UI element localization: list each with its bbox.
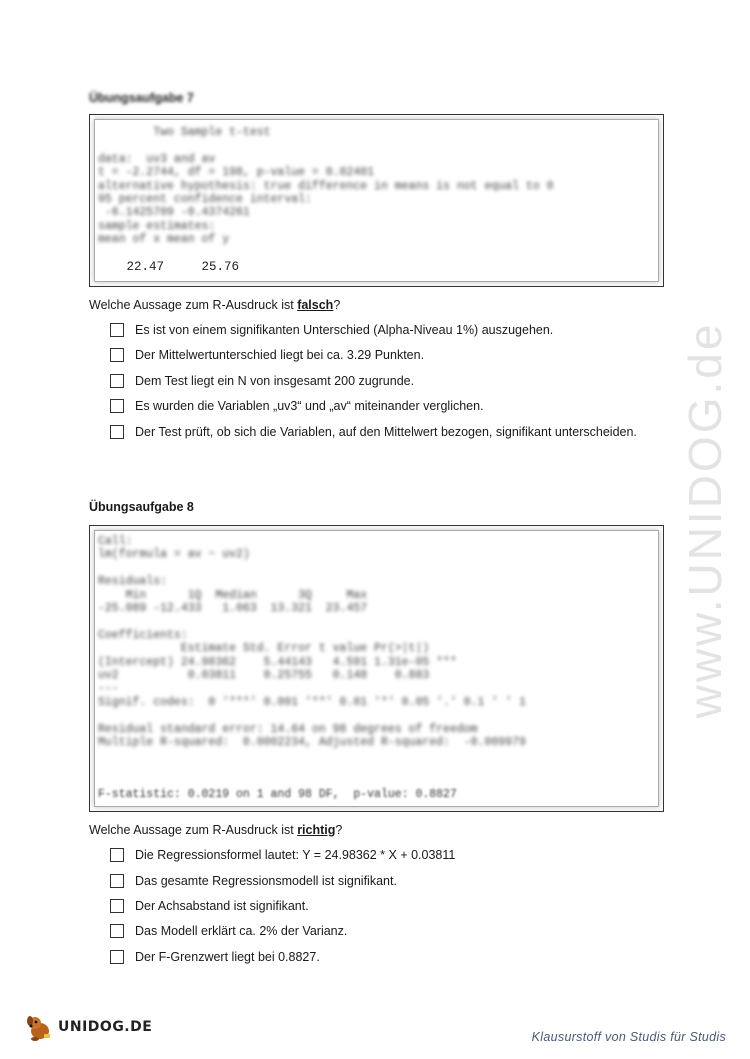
checkbox[interactable]	[110, 848, 124, 862]
exercise-8-title: Übungsaufgabe 8	[89, 500, 194, 514]
option-7-1[interactable]	[110, 323, 553, 337]
option-8-2[interactable]	[110, 874, 397, 888]
option-label: Der Mittelwertunterschied liegt bei ca. 3.29 Punkten.	[135, 348, 425, 362]
checkbox[interactable]	[110, 899, 124, 913]
question-7-prefix: Welche Aussage zum R-Ausdruck ist	[89, 298, 298, 312]
option-7-2[interactable]	[110, 348, 424, 362]
option-8-5[interactable]	[110, 950, 320, 964]
question-8-keyword: richtig	[297, 823, 336, 837]
footer-tagline: Klausurstoff von Studis für Studis	[531, 1030, 726, 1044]
checkbox[interactable]	[110, 924, 124, 938]
option-label: Die Regressionsformel lautet: Y = 24.98362 * X + 0.03811	[135, 848, 456, 862]
question-7-suffix: ?	[333, 298, 341, 312]
option-label: Es ist von einem signifikanten Unterschied (Alpha-Niveau 1%) auszugehen.	[135, 323, 554, 337]
r-output-fstat: F-statistic: 0.0219 on 1 and 98 DF, p-value: 0.8827	[98, 788, 457, 801]
r-output-means: 22.47 25.76	[104, 260, 240, 274]
watermark: www.UNIDOG.de	[679, 321, 731, 719]
option-8-1[interactable]	[110, 848, 455, 862]
question-7-keyword: falsch	[297, 298, 334, 312]
exercise-7-title: Übungsaufgabe 7	[89, 91, 194, 105]
logo-text: UNIDOG.DE	[58, 1019, 153, 1035]
dog-icon	[24, 1012, 54, 1042]
r-output-box-8	[89, 525, 664, 812]
option-7-4[interactable]	[110, 399, 484, 413]
question-8	[89, 823, 342, 837]
option-label: Der F-Grenzwert liegt bei 0.8827.	[135, 950, 320, 964]
option-8-4[interactable]	[110, 924, 347, 938]
option-label: Dem Test liegt ein N von insgesamt 200 zugrunde.	[135, 374, 415, 388]
checkbox[interactable]	[110, 425, 124, 439]
checkbox[interactable]	[110, 348, 124, 362]
option-7-5[interactable]	[110, 425, 637, 439]
checkbox[interactable]	[110, 399, 124, 413]
option-label: Das gesamte Regressionsmodell ist signifikant.	[135, 874, 397, 888]
option-8-3[interactable]	[110, 899, 309, 913]
question-8-suffix: ?	[335, 823, 343, 837]
option-label: Der Test prüft, ob sich die Variablen, auf den Mittelwert bezogen, signifikant unterscheiden.	[135, 425, 637, 439]
r-output-box-7	[89, 114, 664, 287]
checkbox[interactable]	[110, 323, 124, 337]
unidog-logo[interactable]	[24, 1012, 152, 1042]
option-label: Es wurden die Variablen „uv3“ und „av“ miteinander verglichen.	[135, 399, 484, 413]
checkbox[interactable]	[110, 374, 124, 388]
checkbox[interactable]	[110, 950, 124, 964]
checkbox[interactable]	[110, 874, 124, 888]
question-8-prefix: Welche Aussage zum R-Ausdruck ist	[89, 823, 298, 837]
option-7-3[interactable]	[110, 374, 414, 388]
r-output-blurred: Call: lm(formula = av ~ uv2) Residuals: Min 1Q Median 3Q Max -25.089 -12.433 1.063 13.321 23.457 Coefficients: Estimate Std. Error t value Pr(>|t|) (Intercept) 24.98362 5.44143 4.591 1.31e-05 *** uv2 0.03811 0.25755 0.148 0.883 --- Signif. codes: 0 '***' 0.001 '**' 0.01 '*' 0.05 '.' 0.1 ' ' 1 Residual standard error: 14.64 on 98 degrees of freedom Multiple R-squared: 0.0002234, Adjusted R-squared: -0.009979	[98, 535, 526, 750]
question-7	[89, 298, 340, 312]
option-label: Der Achsabstand ist signifikant.	[135, 899, 309, 913]
option-label: Das Modell erklärt ca. 2% der Varianz.	[135, 924, 348, 938]
r-output-blurred: Two Sample t-test data: uv3 and av t = -2.2744, df = 198, p-value = 0.02401 alternative hypothesis: true difference in means is not equal to 0 95 percent confidence interval: -6.1425709 -0.4374261 sample estimates: mean of x mean of y	[98, 126, 554, 247]
